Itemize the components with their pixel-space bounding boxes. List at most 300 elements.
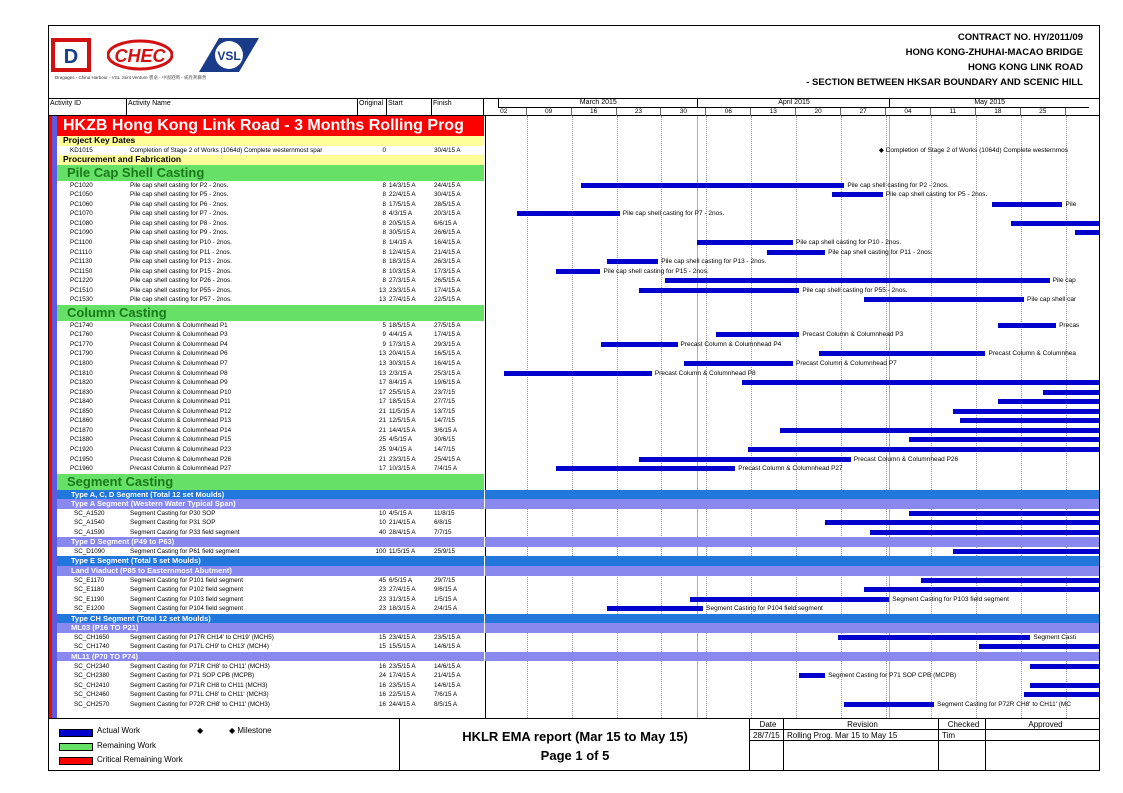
activity-id: PC1740 [70, 321, 93, 329]
bar-label: Segment Casting for P71 SOP CPB (MCPB) [828, 672, 957, 680]
activity-start: 23/3/15 A [389, 455, 416, 463]
activity-bar [716, 332, 799, 337]
activity-id: SC_CH2460 [74, 691, 110, 699]
activity-duration: 21 [378, 407, 386, 415]
activity-id: SC_E1190 [74, 595, 104, 603]
timescale-week: 11 [931, 108, 976, 116]
svg-text:VSL: VSL [217, 49, 241, 63]
timescale-week: 16 [572, 108, 617, 116]
activity-row [49, 321, 1100, 331]
activity-finish: 25/9/15 [434, 547, 456, 555]
bar-label: Segment Casti [1033, 633, 1077, 641]
activity-bar [517, 211, 620, 216]
activity-finish: 23/7/15 [434, 388, 456, 396]
activity-bar [825, 520, 1100, 525]
activity-start: 28/4/15 A [389, 528, 416, 536]
activity-bar [979, 644, 1100, 649]
activity-row [49, 547, 1100, 557]
group-band [49, 556, 1100, 566]
activity-start: 2/3/15 A [389, 369, 413, 377]
activity-id: SC_A1520 [74, 509, 105, 517]
activity-id: PC1800 [70, 360, 93, 367]
bar-label: Pile cap shell casting for P5 - 2nos. [885, 191, 988, 199]
rev-description: Rolling Prog. Mar 15 to May 15 [784, 730, 939, 741]
activity-id: PC1510 [70, 286, 93, 294]
activity-duration: 17 [378, 379, 386, 387]
activity-row [49, 690, 1100, 700]
activity-name: Precast Column & Columnhead P23 [130, 445, 232, 453]
activity-duration: 23 [378, 595, 386, 603]
activity-finish: 24/4/15 A [434, 181, 461, 189]
activity-name: Precast Column & Columnhead P7 [130, 360, 228, 367]
legend-actual-label: Actual Work [97, 726, 140, 735]
activity-duration: 8 [382, 219, 386, 227]
activity-name: Pile cap shell casting for P9 - 2nos. [130, 229, 229, 237]
activity-start: 18/3/15 A [389, 258, 416, 266]
activity-start: 12/4/15 A [389, 248, 416, 256]
bar-label: Pile [1065, 200, 1077, 208]
timescale-week: 30 [661, 108, 706, 116]
activity-start: 30/5/15 A [389, 229, 416, 237]
activity-row [49, 604, 1100, 614]
activity-finish: 30/4/15 A [434, 146, 461, 154]
activity-duration: 5 [382, 321, 386, 329]
activity-finish: 19/6/15 A [434, 379, 461, 387]
activity-name: Segment Casting for P71 SOP CPB (MCPB) [130, 672, 255, 680]
activity-bar [998, 323, 1056, 328]
activity-bar [864, 297, 1024, 302]
activity-id: KD1015 [70, 146, 93, 154]
activity-name: Precast Column & Columnhead P10 [130, 388, 232, 396]
activity-duration: 8 [382, 181, 386, 189]
activity-finish: 17/4/15 A [434, 331, 461, 339]
bar-label: Pile cap shell casting for P13 - 2nos. [661, 258, 767, 266]
activity-start: 31/3/15 A [389, 595, 416, 603]
activity-duration: 25 [378, 436, 386, 444]
activity-name: Precast Column & Columnhead P15 [130, 436, 232, 444]
group-band [49, 490, 1100, 500]
group-label: Column Casting [57, 305, 484, 321]
activity-duration: 8 [382, 277, 386, 285]
activity-name: Pile cap shell casting for P15 - 2nos. [130, 267, 232, 275]
schedule-page [48, 25, 1100, 771]
activity-row [49, 426, 1100, 436]
timescale-month: May 2015 [889, 99, 1089, 108]
activity-start: 23/5/15 A [389, 662, 416, 670]
col-start: Start [387, 99, 432, 116]
activity-bar [1075, 230, 1100, 235]
activity-finish: 7/7/15 [434, 528, 452, 536]
activity-name: Precast Column & Columnhead P12 [130, 407, 232, 415]
bar-label: Pile cap shell casting for P15 - 2nos. [603, 267, 709, 275]
report-title: HKLR EMA report (Mar 15 to May 15) [462, 729, 688, 744]
activity-bar [556, 269, 601, 274]
activity-name: Pile cap shell casting for P8 - 2nos. [130, 219, 229, 227]
timescale-month: March 2015 [498, 99, 698, 108]
group-band-gantt [485, 490, 1100, 500]
activity-row [49, 267, 1100, 277]
logo-caption: Dragages - China Harbour - VSL Joint Venture 寶嘉 - 中國港灣 - 威胜利聯營 [55, 75, 207, 80]
activity-id: PC1020 [70, 181, 93, 189]
project-line-1: HONG KONG-ZHUHAI-MACAO BRIDGE [905, 47, 1083, 58]
activity-name: Segment Casting for P33 field segment [130, 528, 240, 536]
activity-start: 18/5/15 A [389, 321, 416, 329]
milestone-marker: ◆ Completion of Stage 2 of Works (1064d) Complete westernmos [878, 146, 1068, 154]
activity-finish: 27/5/15 A [434, 321, 461, 329]
legend-critical-swatch [59, 757, 93, 765]
activity-bar [844, 702, 934, 707]
activity-row [49, 238, 1100, 248]
activity-row [49, 671, 1100, 681]
activity-row [49, 349, 1100, 359]
page-number: Page 1 of 5 [540, 748, 610, 763]
activity-finish: 1/5/15 A [434, 595, 458, 603]
activity-row [49, 528, 1100, 538]
bar-label: Pile cap shell casting for P55 - 2nos. [802, 286, 908, 294]
activity-row [49, 276, 1100, 286]
activity-bar [767, 250, 825, 255]
activity-id: PC1100 [70, 238, 93, 246]
activity-bar [1030, 664, 1100, 669]
activity-duration: 13 [378, 296, 386, 304]
activity-row [49, 369, 1100, 379]
activity-name: Segment Casting for P17R CH14' to CH19' (MCH5) [130, 633, 274, 641]
activity-row [49, 181, 1100, 191]
activity-row [49, 388, 1100, 398]
bar-label: Precast Column & Columnhead P3 [802, 331, 904, 339]
bar-label: Segment Casting for P72R CH8' to CH11' (MC [937, 700, 1072, 708]
activity-name: Segment Casting for P17L CH9' to CH13' (MCH4) [130, 643, 270, 651]
bar-label: Precast Column & Columnhead P4 [680, 340, 782, 348]
activity-duration: 21 [378, 417, 386, 425]
activity-duration: 9 [382, 331, 386, 339]
activity-duration: 10 [378, 509, 386, 517]
timescale-week: 06 [706, 108, 751, 116]
activity-duration: 0 [382, 146, 386, 154]
group-band [49, 499, 1100, 509]
activity-finish: 26/3/15 A [434, 258, 461, 266]
activity-bar [665, 278, 1050, 283]
bar-label: Segment Casting for P104 field segment [706, 605, 823, 613]
bar-label: Pile cap shell car [1027, 296, 1077, 304]
activity-name: Precast Column & Columnhead P26 [130, 455, 232, 463]
activity-id: SC_CH2340 [74, 662, 110, 670]
activity-row [49, 662, 1100, 672]
activity-name: Segment Casting for P72R CH8' to CH11' (MCH3) [130, 700, 270, 708]
activity-bar [819, 351, 986, 356]
group-band [49, 155, 1100, 165]
bar-label: Precast Column & Columnhead P8 [654, 369, 756, 377]
activity-bar [1030, 683, 1100, 688]
activity-duration: 8 [382, 191, 386, 199]
activity-name: Pile cap shell casting for P13 - 2nos. [130, 258, 232, 266]
activity-bar [909, 511, 1101, 516]
activity-duration: 13 [378, 286, 386, 294]
activity-finish: 23/5/15 A [434, 633, 461, 641]
activity-row [49, 585, 1100, 595]
rev-approved [986, 730, 1100, 741]
activity-start: 23/3/15 A [389, 286, 416, 294]
activity-row [49, 219, 1100, 229]
group-label: Type CH Segment (Total 12 set Moulds) [57, 614, 484, 624]
activity-id: PC1790 [70, 350, 93, 358]
activity-finish: 2/4/15 A [434, 605, 458, 613]
activity-start: 27/4/15 A [389, 296, 416, 304]
activity-id: PC1880 [70, 436, 93, 444]
activity-bar [1043, 390, 1100, 395]
group-band-gantt [485, 614, 1100, 624]
timescale-week: 23 [617, 108, 662, 116]
bar-label: Precast Column & Columnhead P26 [853, 455, 959, 463]
activity-row [49, 248, 1100, 258]
contract-number: CONTRACT NO. HY/2011/09 [957, 32, 1083, 43]
activity-id: SC_CH1740 [74, 643, 110, 651]
activity-finish: 29/3/15 A [434, 340, 461, 348]
activity-name: Precast Column & Columnhead P27 [130, 465, 232, 473]
group-band-gantt [485, 556, 1100, 566]
activity-bar [799, 673, 825, 678]
activity-bar [697, 240, 793, 245]
group-band-gantt [485, 566, 1100, 576]
activity-name: Precast Column & Columnhead P11 [130, 398, 231, 406]
activity-name: Pile cap shell casting for P2 - 2nos. [130, 181, 229, 189]
activity-id: PC1080 [70, 219, 93, 227]
activity-start: 27/3/15 A [389, 277, 416, 285]
activity-id: PC1860 [70, 417, 93, 425]
activity-name: Pile cap shell casting for P11 - 2nos. [130, 248, 232, 256]
activity-row [49, 700, 1100, 710]
activity-finish: 14/6/15 A [434, 662, 461, 670]
activity-finish: 25/3/15 A [434, 369, 461, 377]
activity-id: SC_CH2380 [74, 672, 110, 680]
activity-finish: 14/7/15 [434, 417, 456, 425]
activity-name: Precast Column & Columnhead P6 [130, 350, 228, 358]
col-activity-name: Activity Name [127, 99, 358, 116]
activity-finish: 26/6/15 A [434, 229, 461, 237]
activity-name: Pile cap shell casting for P6 - 2nos. [130, 200, 229, 208]
activity-start: 21/4/15 A [389, 519, 416, 527]
activity-id: PC1960 [70, 465, 93, 473]
activity-start: 4/5/15 A [389, 509, 413, 517]
activity-id: PC1090 [70, 229, 93, 237]
activity-duration: 23 [378, 586, 386, 594]
activity-bar [1024, 692, 1100, 697]
activity-bar [639, 457, 851, 462]
activity-row [49, 190, 1100, 200]
activity-id: PC1130 [70, 258, 93, 266]
activity-start: 14/3/15 A [389, 181, 416, 189]
activity-finish: 9/6/15 A [434, 586, 458, 594]
activity-duration: 16 [378, 662, 386, 670]
activity-start: 20/4/15 A [389, 350, 416, 358]
group-band-gantt [485, 652, 1100, 662]
activity-finish: 16/4/15 A [434, 238, 461, 246]
activity-name: Pile cap shell casting for P26 - 2nos. [130, 277, 232, 285]
activity-bar [960, 418, 1100, 423]
activity-row [49, 681, 1100, 691]
activity-name: Segment Casting for P71R CH8 to CH11 (MCH3) [130, 681, 268, 689]
activity-id: SC_A1540 [74, 519, 105, 527]
activity-bar [992, 202, 1063, 207]
group-band [49, 652, 1100, 662]
activity-name: Pile cap shell casting for P57 - 2nos. [130, 296, 232, 304]
activity-id: PC1220 [70, 277, 93, 285]
activity-start: 1/4/15 A [389, 238, 413, 246]
activity-id: PC1050 [70, 191, 93, 199]
activity-start: 4/4/15 A [389, 331, 413, 339]
activity-duration: 24 [378, 672, 386, 680]
activity-start: 20/5/15 A [389, 219, 416, 227]
activity-id: SC_E1170 [74, 576, 104, 584]
activity-start: 15/5/15 A [389, 643, 416, 651]
activity-name: Precast Column & Columnhead P8 [130, 369, 228, 377]
activity-name: Segment Casting for P61 field segment [130, 547, 240, 555]
legend-actual-swatch [59, 729, 93, 737]
activity-finish: 11/8/15 [434, 509, 455, 517]
activity-id: SC_CH1650 [74, 633, 110, 641]
activity-row [49, 464, 1100, 474]
group-band [49, 566, 1100, 576]
group-label: Pile Cap Shell Casting [57, 165, 484, 181]
group-label: Project Key Dates [57, 136, 484, 146]
activity-row [49, 257, 1100, 267]
activity-bar [1011, 221, 1100, 226]
activity-duration: 8 [382, 200, 386, 208]
activity-finish: 29/7/15 [434, 576, 456, 584]
rev-header-revision: Revision [784, 719, 939, 730]
activity-row [49, 295, 1100, 305]
activity-finish: 26/5/15 A [434, 277, 461, 285]
activity-duration: 100 [375, 547, 386, 555]
activity-bar [504, 371, 652, 376]
timescale-week: 27 [841, 108, 886, 116]
activity-start: 11/5/15 A [389, 547, 416, 555]
group-label: Type A, C, D Segment (Total 12 set Moulds) [57, 490, 484, 500]
activity-bar [998, 399, 1100, 404]
activity-start: 4/3/15 A [389, 210, 413, 218]
timescale-week: 18 [976, 108, 1021, 116]
bar-label: Precast Column & Columnhea [988, 350, 1076, 358]
legend-remaining-label: Remaining Work [97, 741, 156, 750]
activity-row [49, 378, 1100, 388]
activity-name: Precast Column & Columnhead P13 [130, 417, 232, 425]
activity-finish: 14/7/15 [434, 445, 456, 453]
activity-duration: 8 [382, 267, 386, 275]
activity-start: 27/4/15 A [389, 586, 416, 594]
activity-id: SC_E1200 [74, 605, 105, 613]
activity-id: PC1530 [70, 296, 93, 304]
activity-start: 17/4/15 A [389, 672, 416, 680]
activity-row [49, 518, 1100, 528]
activity-duration: 40 [378, 528, 386, 536]
timescale-week: 09 [527, 108, 572, 116]
activity-bar [601, 342, 678, 347]
activity-finish: 7/6/15 A [434, 691, 458, 699]
col-activity-id: Activity ID [49, 99, 127, 116]
group-label: Land Viaduct (P85 to Easternmost Abutment) [57, 566, 484, 576]
group-band [49, 136, 1100, 146]
activity-finish: 28/5/15 A [434, 200, 461, 208]
activity-bar [690, 597, 889, 602]
activity-id: PC1820 [70, 379, 93, 387]
activity-finish: 6/8/15 [434, 519, 452, 527]
activity-row [49, 445, 1100, 455]
activity-id: PC1760 [70, 331, 93, 339]
activity-row [49, 455, 1100, 465]
bar-label: Precas [1059, 321, 1080, 329]
activity-duration: 8 [382, 210, 386, 218]
activity-start: 12/5/15 A [389, 417, 416, 425]
activity-finish: 30/6/15 [434, 436, 456, 444]
bar-label: Pile cap shell casting for P2 - 2nos. [847, 181, 949, 189]
activity-name: Segment Casting for P104 field segment [130, 605, 244, 613]
group-label: ML03 (P16 TO P21) [57, 623, 484, 633]
legend-remaining-swatch [59, 743, 93, 751]
activity-start: 10/3/15 A [389, 267, 416, 275]
revision-table [749, 719, 1100, 771]
activity-finish: 14/6/15 A [434, 643, 461, 651]
activity-finish: 16/4/15 A [434, 360, 461, 367]
activity-bar [556, 466, 736, 471]
activity-row [49, 416, 1100, 426]
milestone-diamond-icon: ◆ [197, 726, 204, 735]
timescale-month: April 2015 [697, 99, 891, 108]
activity-name: Precast Column & Columnhead P14 [130, 426, 232, 434]
rev-header-date: Date [750, 719, 784, 730]
activity-row [49, 633, 1100, 643]
schedule-body [49, 116, 1100, 718]
svg-text:D: D [63, 46, 79, 68]
activity-duration: 25 [378, 445, 386, 453]
group-label: Segment Casting [57, 474, 484, 490]
group-label: Procurement and Fabrication [57, 155, 484, 165]
activity-id: PC1950 [70, 455, 93, 463]
activity-name: Precast Column & Columnhead P3 [130, 331, 228, 339]
activity-finish: 30/4/15 A [434, 191, 461, 199]
activity-start: 9/4/15 A [389, 445, 413, 453]
activity-name: Precast Column & Columnhead P1 [130, 321, 228, 329]
activity-duration: 8 [382, 238, 386, 246]
activity-finish: 20/3/15 A [434, 210, 461, 218]
activity-duration: 17 [378, 398, 386, 406]
activity-row [49, 407, 1100, 417]
bar-label: Pile cap shell casting for P10 - 2nos. [796, 238, 902, 246]
activity-finish: 22/5/15 A [434, 296, 461, 304]
activity-finish: 6/6/15 A [434, 219, 458, 227]
activity-name: Pile cap shell casting for P5 - 2nos. [130, 191, 229, 199]
activity-id: SC_E1180 [74, 586, 104, 594]
rev-checked: Tim [939, 730, 986, 741]
activity-bar [748, 447, 1100, 452]
activity-start: 18/5/15 A [389, 398, 416, 406]
activity-name: Pile cap shell casting for P7 - 2nos. [130, 210, 229, 218]
group-band [49, 614, 1100, 624]
activity-finish: 17/4/15 A [434, 286, 461, 294]
activity-bar [838, 635, 1031, 640]
activity-duration: 21 [378, 455, 386, 463]
activity-duration: 13 [378, 360, 386, 367]
timescale-week: 04 [886, 108, 931, 116]
activity-start: 22/5/15 A [389, 691, 416, 699]
activity-duration: 23 [378, 605, 386, 613]
activity-duration: 9 [382, 340, 386, 348]
group-band [49, 537, 1100, 547]
activity-start: 11/5/15 A [389, 407, 416, 415]
activity-duration: 10 [378, 519, 386, 527]
svg-text:CHEC: CHEC [114, 46, 166, 66]
group-label: Type A Segment (Western Water Typical Span) [57, 499, 484, 509]
timescale-week: 02 [482, 108, 527, 116]
